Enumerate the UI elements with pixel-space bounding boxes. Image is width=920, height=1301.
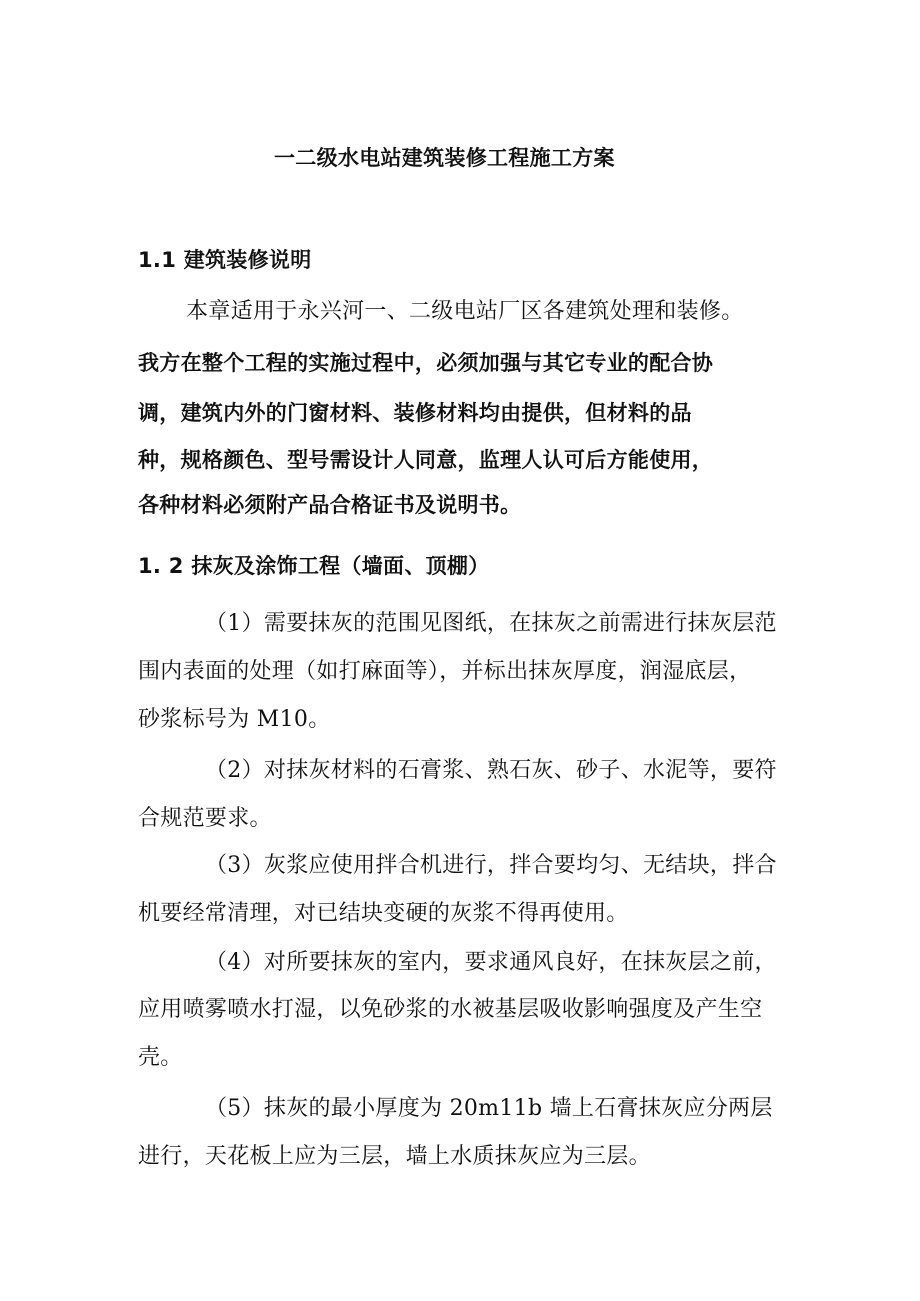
list-item-line: 进行，天花板上应为三层，墙上水质抹灰应为三层。 [138, 1144, 651, 1169]
list-item-line: （4）对所要抹灰的室内，要求通风良好，在抹灰层之前， [205, 950, 777, 975]
section-heading-1-2: 1. 2 抹灰及涂饰工程（墙面、顶棚） [138, 554, 490, 578]
list-item-line: （2）对抹灰材料的石膏浆、熟石灰、砂子、水泥等，要符 [205, 758, 777, 783]
list-item-line: 壳。 [138, 1045, 183, 1070]
paragraph-line-bold: 调，建筑内外的门窗材料、装修材料均由提供，但材料的品 [138, 401, 692, 425]
list-item-line: 合规范要求。 [138, 806, 272, 831]
paragraph-line-bold: 种，规格颜色、型号需设计人同意，监理人认可后方能使用， [138, 448, 714, 472]
section-heading-1-1: 1.1 建筑装修说明 [138, 248, 312, 272]
list-item-line: （5）抹灰的最小厚度为 20m11b 墙上石膏抹灰应分两层 [205, 1096, 773, 1121]
list-item-line: （1）需要抹灰的范围见图纸，在抹灰之前需进行抹灰层范 [205, 611, 777, 636]
list-item-line: 围内表面的处理（如打麻面等），并标出抹灰厚度，润湿底层， [138, 659, 752, 684]
document-title: 一二级水电站建筑装修工程施工方案 [274, 146, 615, 170]
list-item-line: （3）灰浆应使用拌合机进行，拌合要均匀、无结块，拌合 [205, 853, 777, 878]
paragraph-line: 本章适用于永兴河一、二级电站厂区各建筑处理和装修。 [186, 299, 744, 324]
list-item-line: 应用喷雾喷水打湿，以免砂浆的水被基层吸收影响强度及产生空 [138, 997, 763, 1022]
list-item-line: 砂浆标号为 M10。 [138, 707, 331, 732]
list-item-line: 机要经常清理，对已结块变硬的灰浆不得再使用。 [138, 901, 629, 926]
paragraph-line-bold: 我方在整个工程的实施过程中，必须加强与其它专业的配合协 [138, 351, 714, 375]
paragraph-line-bold: 各种材料必须附产品合格证书及说明书。 [138, 493, 522, 517]
